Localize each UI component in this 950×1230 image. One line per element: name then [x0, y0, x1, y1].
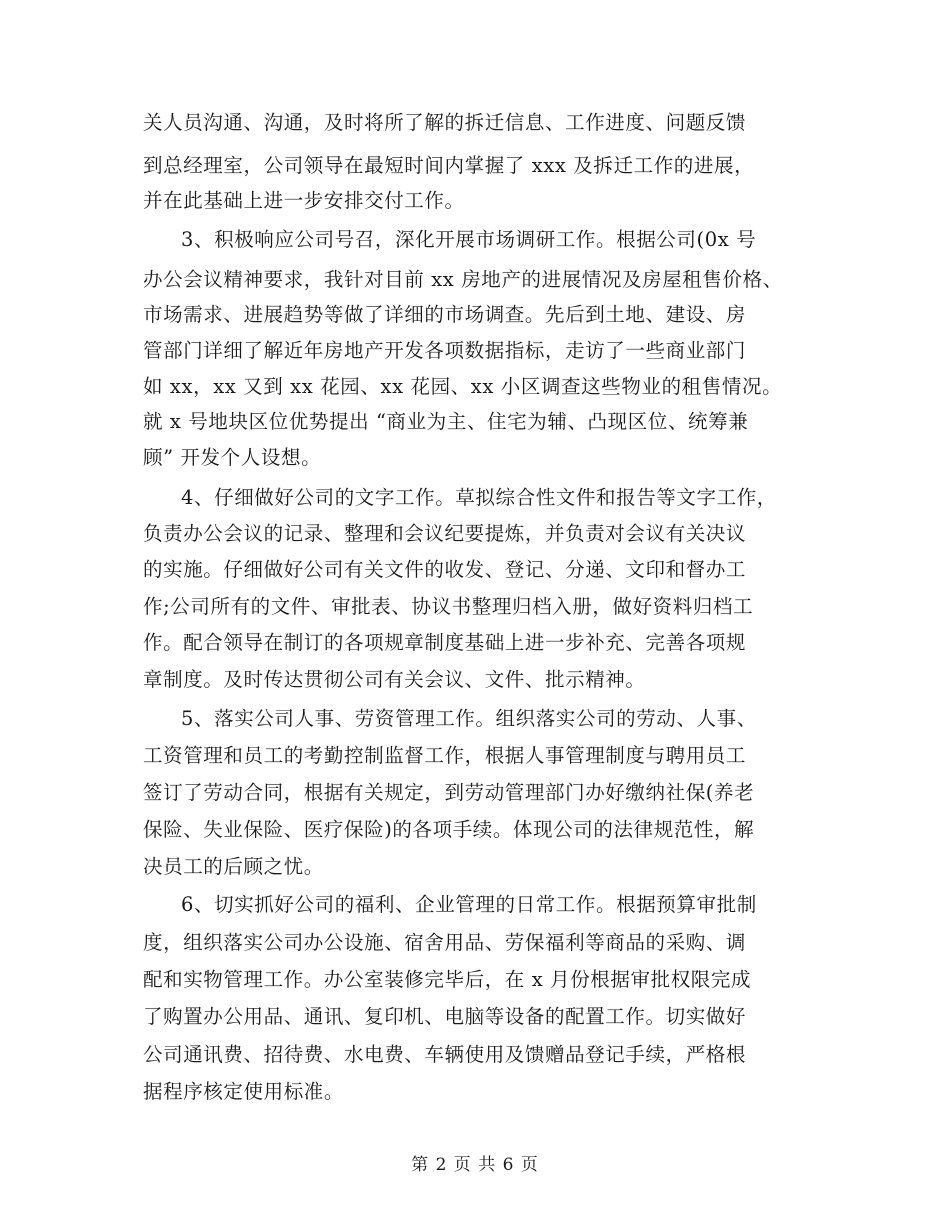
paragraph-4-first-line: 4、仔细做好公司的文字工作。草拟综合性文件和报告等文字工作， [181, 486, 777, 509]
body-line: 据程序核定使用标准。 [143, 1080, 345, 1103]
body-line: 关人员沟通、沟通，及时将所了解的拆迁信息、工作进度、问题反馈 [143, 111, 747, 134]
body-line: 负责办公会议的记录、整理和会议纪要提炼，并负责对会议有关决议 [143, 522, 747, 545]
body-line: 作;公司所有的文件、审批表、协议书整理归档入册，做好资料归档工 [143, 595, 754, 618]
body-line: 到总经理室，公司领导在最短时间内掌握了 xxx 及拆迁工作的进展， [143, 154, 755, 177]
body-line: 配和实物管理工作。办公室装修完毕后，在 x 月份根据审批权限完成 [143, 968, 752, 991]
body-line: 的实施。仔细做好公司有关文件的收发、登记、分递、文印和督办工 [143, 558, 747, 581]
body-line: 办公会议精神要求，我针对目前 xx 房地产的进展情况及房屋租售价格、 [143, 268, 783, 291]
body-line: 公司通讯费、招待费、水电费、车辆使用及馈赠品登记手续，严格根 [143, 1043, 747, 1066]
body-line: 签订了劳动合同，根据有关规定，到劳动管理部门办好缴纳社保(养老 [143, 781, 755, 804]
body-line: 度，组织落实公司办公设施、宿舍用品、劳保福利等商品的采购、调 [143, 931, 747, 954]
body-line: 章制度。及时传达贯彻公司有关会议、文件、批示精神。 [143, 668, 646, 691]
body-line: 管部门详细了解近年房地产开发各项数据指标，走访了一些商业部门 [143, 339, 747, 362]
paragraph-5-first-line: 5、落实公司人事、劳资管理工作。组织落实公司的劳动、人事、 [181, 707, 757, 730]
page-number-footer: 第 2 页 共 6 页 [411, 1155, 539, 1175]
paragraph-6-first-line: 6、切实抓好公司的福利、企业管理的日常工作。根据预算审批制 [181, 893, 757, 916]
body-line: 工资管理和员工的考勤控制监督工作，根据人事管理制度与聘用员工 [143, 744, 747, 767]
body-line: 市场需求、进展趋势等做了详细的市场调查。先后到土地、建设、房 [143, 303, 747, 326]
body-line: 作。配合领导在制订的各项规章制度基础上进一步补充、完善各项规 [143, 631, 747, 654]
body-line: 就 x 号地块区位优势提出 “商业为主、住宅为辅、凸现区位、统筹兼 [143, 410, 749, 433]
paragraph-3-first-line: 3、积极响应公司号召，深化开展市场调研工作。根据公司(0x 号 [181, 228, 757, 251]
body-line: 了购置办公用品、通讯、复印机、电脑等设备的配置工作。切实做好 [143, 1005, 747, 1028]
body-line: 保险、失业保险、医疗保险)的各项手续。体现公司的法律规范性，解 [143, 818, 755, 841]
body-line: 如 xx，xx 又到 xx 花园、xx 花园、xx 小区调查这些物业的租售情况。 [143, 375, 783, 398]
body-line: 顾” 开发个人设想。 [143, 446, 322, 469]
body-line: 决员工的后顾之忧。 [143, 855, 324, 878]
body-line: 并在此基础上进一步安排交付工作。 [143, 189, 465, 212]
